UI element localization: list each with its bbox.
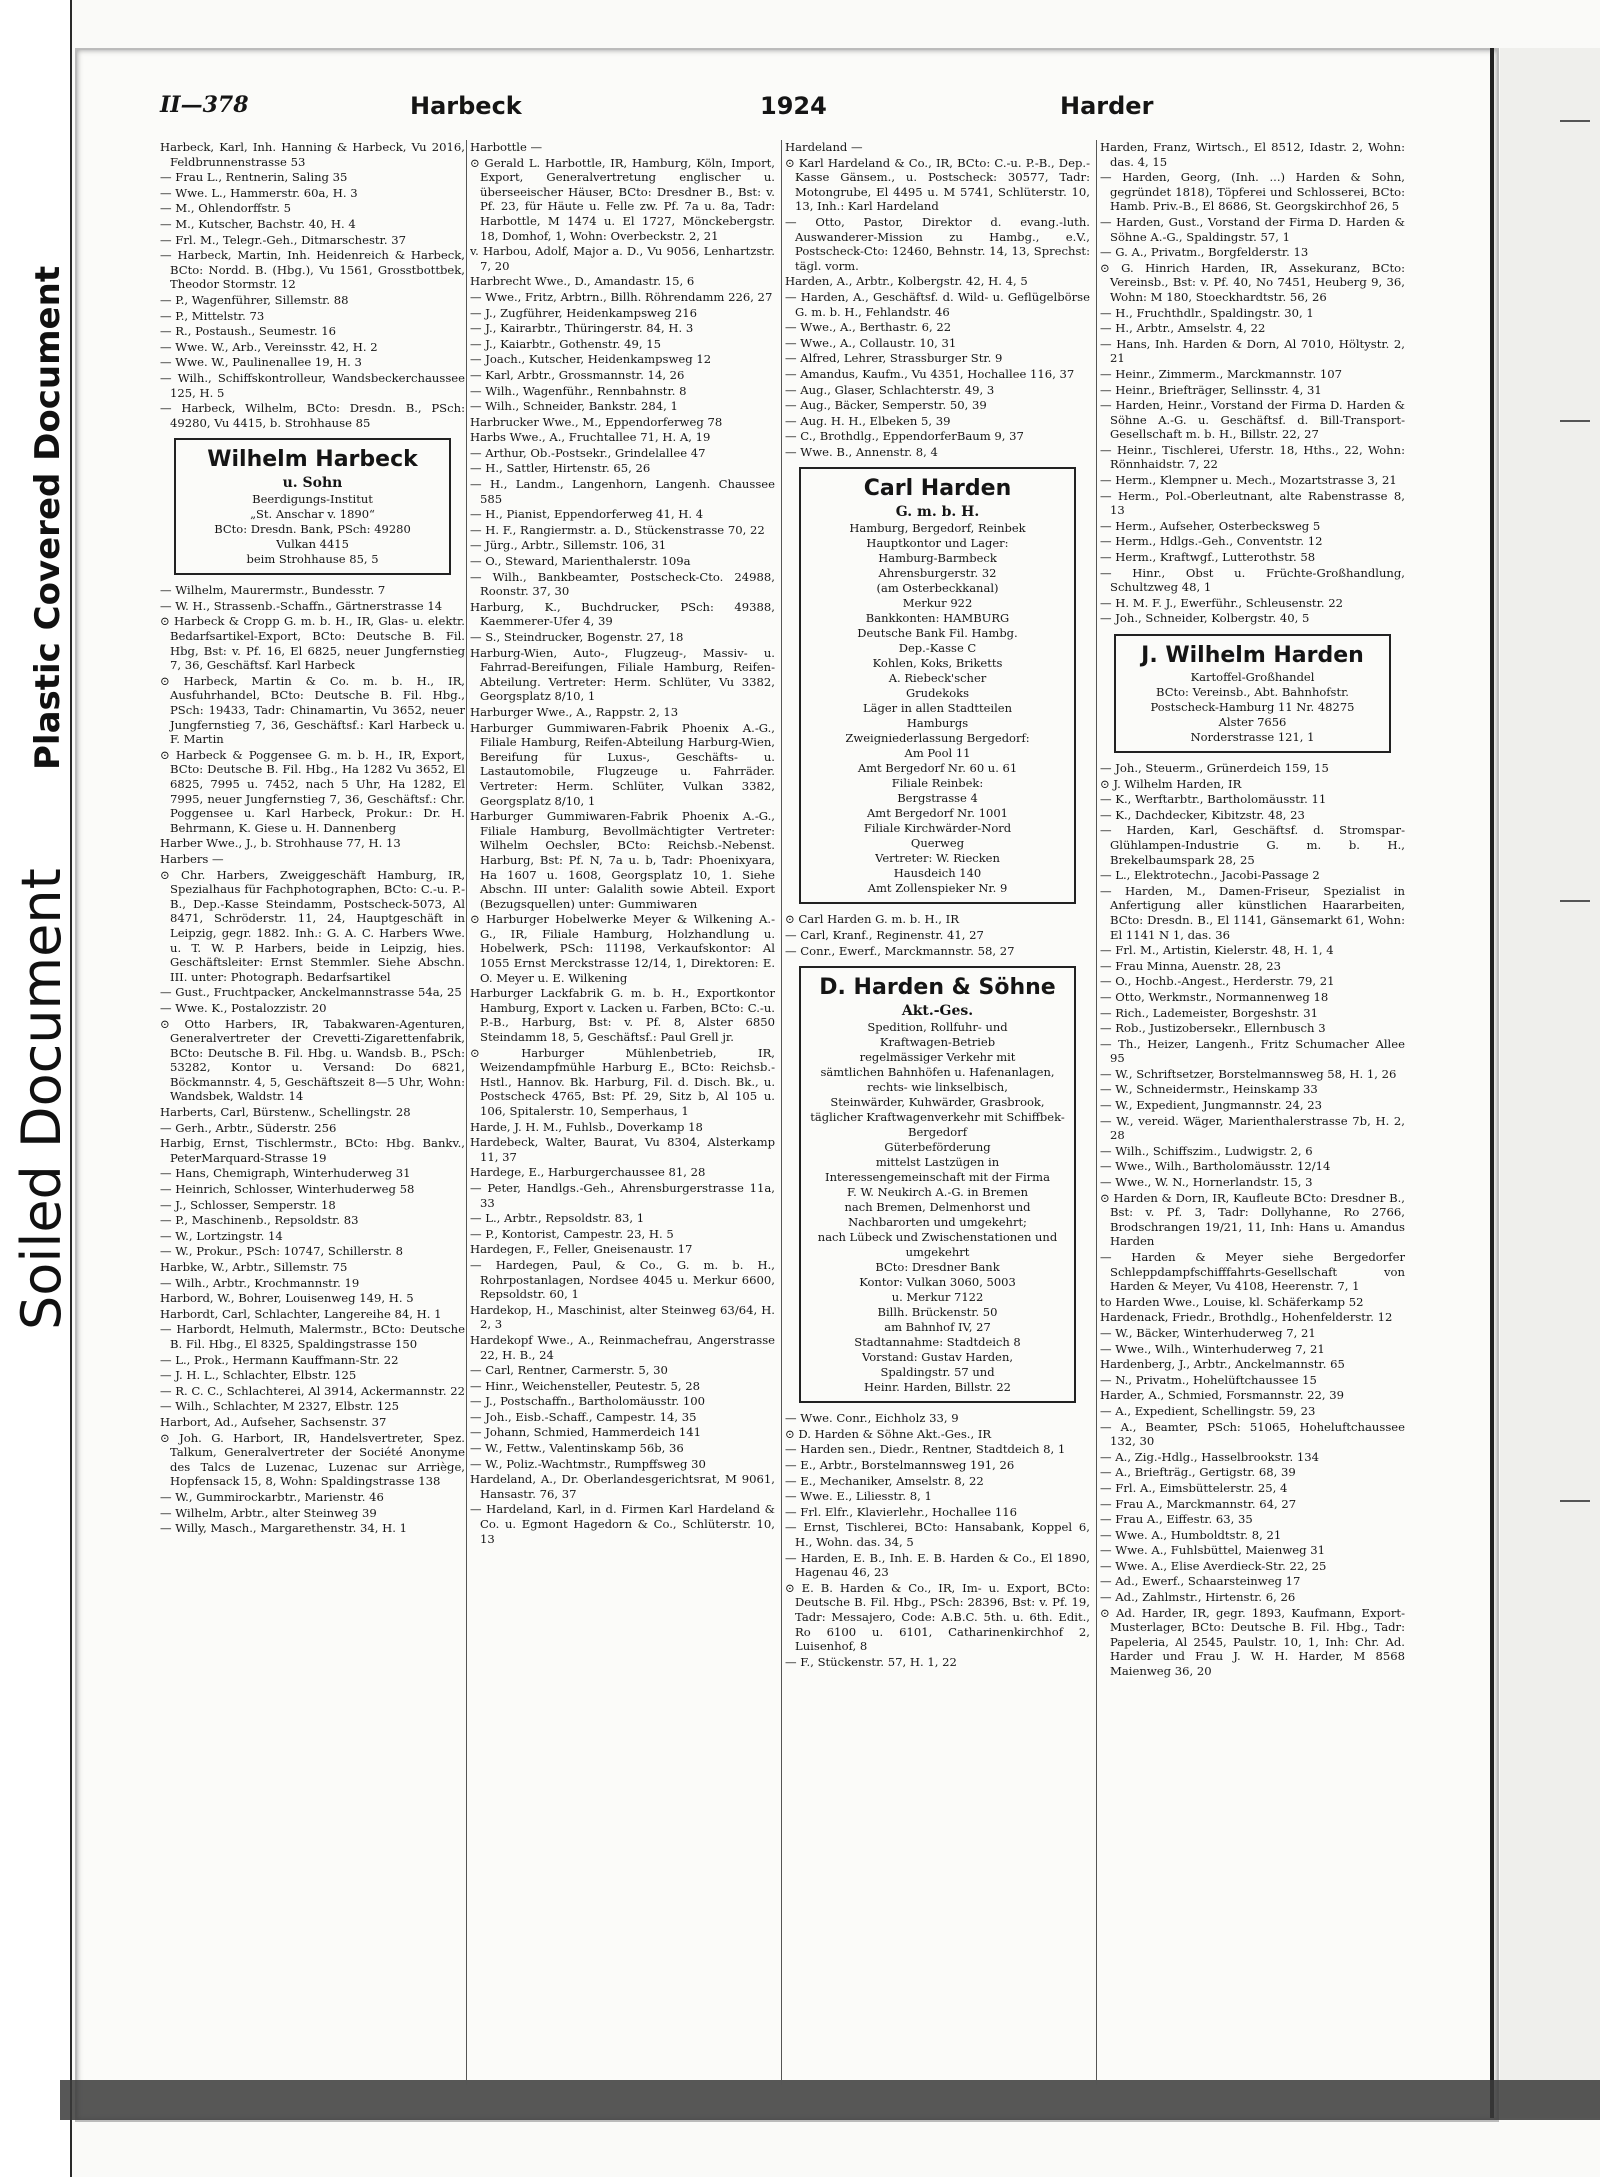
directory-entry: — Peter, Handlgs.-Geh., Ahrensburgerstrasse 11a, 33 bbox=[470, 1180, 775, 1210]
directory-entry: — L., Prok., Hermann Kauffmann-Str. 22 bbox=[160, 1352, 399, 1367]
directory-entry: Hardege, E., Harburgerchaussee 81, 28 bbox=[470, 1165, 706, 1180]
advertisement-subtitle: u. Sohn bbox=[282, 475, 343, 492]
directory-entry: — W., Lortzingstr. 14 bbox=[160, 1228, 283, 1243]
directory-entry: — A., Briefträg., Gertigstr. 68, 39 bbox=[1100, 1465, 1296, 1480]
advertisement-line: Kartoffel-Großhandel bbox=[1190, 670, 1315, 684]
adjacent-page-line bbox=[1560, 900, 1590, 902]
directory-entry: — Hardeland, Karl, in d. Firmen Karl Hardeland & Co. u. Egmont Hagedorn & Co., Schlüterstr. 10, 13 bbox=[470, 1502, 775, 1546]
advertisement-line: Hauptkontor und Lager: bbox=[866, 536, 1009, 551]
directory-entry: — Wwe. L., Hammerstr. 60a, H. 3 bbox=[160, 185, 358, 200]
directory-entry: — Carl, Rentner, Carmerstr. 5, 30 bbox=[470, 1363, 668, 1378]
directory-entry: to Harden Wwe., Louise, kl. Schäferkamp 52 bbox=[1100, 1294, 1364, 1309]
directory-entry: ⊙ Harbeck & Cropp G. m. b. H., IR, Glas- u. elektr. Bedarfsartikel-Export, BCto: Deutsche B. Fil. Hbg, Bst: v. Pf. 16, El 6825, neuer Jungfernstieg 7, 36, Geschäftsf. Karl Harbeck bbox=[160, 614, 465, 673]
directory-entry: — J., Postschaffn., Bartholomäusstr. 100 bbox=[470, 1394, 706, 1409]
directory-entry: — Gust., Fruchtpacker, Anckelmannstrasse 54a, 25 bbox=[160, 985, 462, 1000]
directory-entry: — H., Arbtr., Amselstr. 4, 22 bbox=[1100, 321, 1266, 336]
advertisement-line: Amt Zollenspieker Nr. 9 bbox=[867, 881, 1008, 896]
directory-entry: — Frl. Elfr., Klavierlehr., Hochallee 116 bbox=[785, 1504, 1017, 1519]
directory-entry: — W., Poliz.-Wachtmstr., Rumpffsweg 30 bbox=[470, 1456, 706, 1471]
directory-entry: — W., Schneidermstr., Heinskamp 33 bbox=[1100, 1082, 1318, 1097]
directory-entry: — Frau A., Marckmannstr. 64, 27 bbox=[1100, 1496, 1297, 1511]
directory-entry: Harberts, Carl, Bürstenw., Schellingstr. 28 bbox=[160, 1105, 411, 1120]
header-last-name: Harder bbox=[1060, 92, 1154, 120]
directory-entry: — Harden, Karl, Geschäftsf. d. Stromspar-Glühlampen-Industrie G. m. b. H., Brekelbaumspark 28, 25 bbox=[1100, 823, 1405, 867]
advertisement-line: Stadtannahme: Stadtdeich 8 bbox=[854, 1335, 1021, 1350]
directory-entry: Harbig, Ernst, Tischlermstr., BCto: Hbg. Bankv., PeterMarquard-Strasse 19 bbox=[160, 1136, 465, 1165]
directory-entry: — A., Expedient, Schellingstr. 59, 23 bbox=[1100, 1403, 1316, 1418]
directory-entry: — Wilh., Schiffskontrolleur, Wandsbeckerchaussee 125, H. 5 bbox=[160, 370, 465, 400]
page-edge bbox=[1490, 48, 1494, 2118]
directory-entry: ⊙ Harburger Mühlenbetrieb, IR, Weizendampfmühle Harburg E., BCto: Reichsb.-Hstl., Hannov. Bk. Harburg, Fil. d. Disch. Bk., u. Postscheck 4765, Bst: Pf. 29, Sitz b, Al 105 u. 106, Spitalerstr. 10, Semperhaus, 1 bbox=[470, 1045, 775, 1118]
directory-entry: Harbordt, Carl, Schlachter, Langereihe 84, H. 1 bbox=[160, 1306, 442, 1321]
directory-entry: ⊙ Karl Hardeland & Co., IR, BCto: C.-u. P.-B., Dep.-Kasse Gänsem., u. Postscheck: 30577, Tadr: Motongrube, El 4495 u. M 5741, Schlüterstr. 10, 13, Inh.: Karl Hardeland bbox=[785, 155, 1090, 214]
directory-entry: — Frau A., Eiffestr. 63, 35 bbox=[1100, 1512, 1253, 1527]
directory-entry: — M., Kutscher, Bachstr. 40, H. 4 bbox=[160, 216, 356, 231]
directory-entry: — Harden & Meyer siehe Bergedorfer Schleppdampfschifffahrts-Gesellschaft von Harden & Meyer, Vu 4108, Heerenstr. 7, 1 bbox=[1100, 1250, 1405, 1294]
directory-entry: — Wilh., Bankbeamter, Postscheck-Cto. 24988, Roonstr. 37, 30 bbox=[470, 569, 775, 599]
directory-entry: — Joh., Schneider, Kolbergstr. 40, 5 bbox=[1100, 611, 1310, 626]
advertisement-subtitle: Akt.-Ges. bbox=[901, 1003, 974, 1020]
advertisement-title: J. Wilhelm Harden bbox=[1141, 643, 1364, 668]
directory-entry: — W., Expedient, Jungmannstr. 24, 23 bbox=[1100, 1098, 1322, 1113]
advertisement-line: Steinwärder, Kuhwärder, Grasbrook, täglicher Kraftwagenverkehr mit Schiffbek-Bergedorf bbox=[810, 1095, 1065, 1140]
advertisement-title: Carl Harden bbox=[863, 476, 1012, 502]
directory-entry: — Wwe., A., Collaustr. 10, 31 bbox=[785, 335, 957, 350]
directory-entry: ⊙ Harbeck & Poggensee G. m. b. H., IR, Export, BCto: Deutsche B. Fil. Hbg., Ha 1282 Vu 3652, El 6825, 7995 u. 7452, nach 5 Uhr, Ha 1282, El 7995, neuer Jungfernstieg 7, 36, Geschäftsf.: Chr. Poggensee u. Karl Harbeck, Prokur.: Dr. H. Behrmann, K. Giese u. H. Dannenberg bbox=[160, 747, 465, 835]
advertisement-box bbox=[174, 438, 451, 575]
directory-entry: — Amandus, Kaufm., Vu 4351, Hochallee 116, 37 bbox=[785, 366, 1075, 381]
directory-entry: — Harden, A., Geschäftsf. d. Wild- u. Geflügelbörse G. m. b. H., Fehlandstr. 46 bbox=[785, 289, 1090, 319]
directory-entry: ⊙ Gerald L. Harbottle, IR, Hamburg, Köln, Import, Export, Generalvertretung englischer u. überseeischer Häuser, BCto: Dresdner B., Bst: v. Pf. 23, für Häute u. Felle zw. Pf. 7a u. 8a, Tadr: Harbottle, M 1474 u. El 1727, Mönckebergstr. 18, Domhof, 1, Wohn: Overbeckstr. 2, 21 bbox=[470, 155, 775, 243]
directory-entry: — Hinr., Weichensteller, Peutestr. 5, 28 bbox=[470, 1378, 700, 1393]
directory-entry: — Heinr., Briefträger, Sellinsstr. 4, 31 bbox=[1100, 382, 1322, 397]
directory-entry: — M., Ohlendorffstr. 5 bbox=[160, 201, 292, 216]
directory-entry: — P., Wagenführer, Sillemstr. 88 bbox=[160, 292, 349, 307]
advertisement-line: beim Strohhause 85, 5 bbox=[246, 552, 379, 567]
page-number: II—378 bbox=[160, 92, 249, 118]
directory-entry: — Arthur, Ob.-Postsekr., Grindelallee 47 bbox=[470, 445, 706, 460]
directory-entry: Harden, A., Arbtr., Kolbergstr. 42, H. 4, 5 bbox=[785, 274, 1028, 289]
header-first-name: Harbeck bbox=[410, 92, 522, 120]
directory-entry: — L., Elektrotechn., Jacobi-Passage 2 bbox=[1100, 868, 1320, 883]
directory-entry: — A., Zig.-Hdlg., Hasselbrookstr. 134 bbox=[1100, 1449, 1320, 1464]
advertisement-line: Amt Bergedorf Nr. 1001 bbox=[867, 806, 1008, 821]
directory-entry: — Wwe., W. N., Hornerlandstr. 15, 3 bbox=[1100, 1175, 1313, 1190]
advertisement-line: Amt Bergedorf Nr. 60 u. 61 bbox=[857, 761, 1018, 776]
advertisement-line: Vorstand: Gustav Harden, bbox=[861, 1350, 1014, 1365]
directory-entry: Harbottle — bbox=[470, 140, 543, 154]
directory-entry: — Heinr., Tischlerei, Uferstr. 18, Hths., 22, Wohn: Rönnhaidstr. 7, 22 bbox=[1100, 442, 1405, 472]
directory-entry: — Joach., Kutscher, Heidenkampsweg 12 bbox=[470, 352, 712, 367]
advertisement-line: sämtlichen Bahnhöfen u. Hafenanlagen, rechts- wie linkselbisch, bbox=[820, 1065, 1055, 1095]
advertisement-line: Norderstrasse 121, 1 bbox=[1190, 730, 1315, 744]
directory-entry: ⊙ Harden & Dorn, IR, Kaufleute BCto: Dresdner B., Bst: v. Pf. 3, Tadr: Dollyhanne, Ro 2766, Brodschrangen 19/21, 11, Inh: Hans u. Amandus Harden bbox=[1100, 1190, 1405, 1249]
directory-entry: — J., Schlosser, Semperstr. 18 bbox=[160, 1197, 336, 1212]
directory-entry: — H. F., Rangiermstr. a. D., Stückenstrasse 70, 22 bbox=[470, 522, 765, 537]
advertisement-title: Wilhelm Harbeck bbox=[207, 447, 418, 473]
directory-entry: Harbs Wwe., A., Fruchtallee 71, H. A, 19 bbox=[470, 430, 711, 445]
directory-entry: — Willy, Masch., Margarethenstr. 34, H. 1 bbox=[160, 1521, 407, 1536]
directory-entry: ⊙ G. Hinrich Harden, IR, Assekuranz, BCto: Vereinsb., Bst: v. Pf. 40, No 7451, Heuberg 9, 36, Wohn: M 180, Stoeckhardtstr. 56, 26 bbox=[1100, 260, 1405, 304]
page-header bbox=[160, 92, 1460, 124]
advertisement-line: Kraftwagen-Betrieb bbox=[879, 1035, 996, 1050]
directory-entry: — Harden, M., Damen-Friseur, Spezialist in Anfertigung aller künstlichen Haararbeiten, BCto: Dresdn. B., El 1141, Gänsemarkt 61, Wohn: El 1141 N 1, das. 36 bbox=[1100, 883, 1405, 942]
directory-entry: — Wwe., Wilh., Bartholomäusstr. 12/14 bbox=[1100, 1159, 1331, 1174]
directory-entry: — Wwe. A., Fuhlsbüttel, Maienweg 31 bbox=[1100, 1543, 1326, 1558]
directory-entry: — Otto, Pastor, Direktor d. evang.-luth. Auswanderer-Mission zu Hambg., e.V., Postscheck-Cto: 12460, Behnstr. 14, 13, Sprechst: tägl. vorm. bbox=[785, 214, 1090, 273]
advertisement-line: am Bahnhof IV, 27 bbox=[884, 1320, 991, 1335]
advertisement-line: „St. Anschar v. 1890“ bbox=[250, 507, 375, 522]
directory-entry: — Aug., Bäcker, Semperstr. 50, 39 bbox=[785, 398, 987, 413]
directory-entry: — Joh., Eisb.-Schaff., Campestr. 14, 35 bbox=[470, 1409, 697, 1424]
advertisement-line: u. Merkur 7122 bbox=[891, 1290, 984, 1305]
directory-entry: ⊙ Joh. G. Harbort, IR, Handelsvertreter, Spez. Talkum, Generalvertreter der Société Anonyme des Talcs de Luzenac, Luzenac sur Arriège, Hopfensack 15, 8, Wohn: Spaldingstrasse 138 bbox=[160, 1430, 465, 1489]
directory-entry: — H., Pianist, Eppendorferweg 41, H. 4 bbox=[470, 507, 704, 522]
directory-entry: — W., Gummirockarbtr., Marienstr. 46 bbox=[160, 1489, 384, 1504]
directory-entry: — Wwe. W., Paulinenallee 19, H. 3 bbox=[160, 355, 362, 370]
directory-entry: — Wilh., Schlachter, M 2327, Elbstr. 125 bbox=[160, 1399, 399, 1414]
advertisement-line: Postscheck-Hamburg 11 Nr. 48275 bbox=[1150, 700, 1355, 714]
directory-entry: — P., Mittelstr. 73 bbox=[160, 308, 265, 323]
directory-entry: — Ad., Zahlmstr., Hirtenstr. 6, 26 bbox=[1100, 1590, 1296, 1605]
directory-entry: — Wwe. W., Arb., Vereinsstr. 42, H. 2 bbox=[160, 339, 378, 354]
directory-entry: — R., Postaush., Seumestr. 16 bbox=[160, 324, 336, 339]
directory-entry: — W., Bäcker, Winterhuderweg 7, 21 bbox=[1100, 1325, 1316, 1340]
directory-entry: — E., Arbtr., Borstelmannsweg 191, 26 bbox=[785, 1458, 1015, 1473]
advertisement-line: Vulkan 4415 bbox=[276, 537, 349, 552]
advertisement-line: Ahrensburgerstr. 32 bbox=[878, 566, 997, 581]
adjacent-page-line bbox=[1560, 120, 1590, 122]
advertisement-line: Querweg bbox=[910, 836, 965, 851]
directory-entry: Hardebeck, Walter, Baurat, Vu 8304, Alsterkamp 11, 37 bbox=[470, 1135, 775, 1164]
advertisement-line: Kohlen, Koks, Briketts bbox=[872, 656, 1003, 671]
advertisement-line: mittelst Lastzügen in Interessengemeinschaft mit der Firma bbox=[825, 1155, 1050, 1185]
directory-entry: — Herm., Aufseher, Osterbecksweg 5 bbox=[1100, 518, 1321, 533]
column-4 bbox=[1100, 140, 1405, 2085]
directory-entry: — W. H., Strassenb.-Schaffn., Gärtnerstrasse 14 bbox=[160, 598, 443, 613]
directory-entry: ⊙ Otto Harbers, IR, Tabakwaren-Agenturen, Generalvertreter der Crevetti-Zigarettenfabrik, BCto: Deutsche B. Fil. Hbg. u. Wandsb. B., PSch: 53282, Kontor u. Versand: Do 6821, Böckmannstr. 4, 5, Geschäftszeit 8—5 Uhr, Wohn: Wandsbek, Waldstr. 14 bbox=[160, 1016, 465, 1104]
directory-entry: — E., Mechaniker, Amselstr. 8, 22 bbox=[785, 1473, 984, 1488]
directory-entry: — Harbeck, Wilhelm, BCto: Dresdn. B., PSch: 49280, Vu 4415, b. Strohhause 85 bbox=[160, 401, 465, 430]
directory-entry: — Harbordt, Helmuth, Malermstr., BCto: Deutsche B. Fil. Hbg., El 8325, Spaldingstrasse 150 bbox=[160, 1322, 465, 1351]
advertisement-line: Güterbeförderung bbox=[884, 1140, 991, 1155]
advertisement-box bbox=[799, 966, 1076, 1403]
directory-entry: ⊙ E. B. Harden & Co., IR, Im- u. Export, BCto: Deutsche B. Fil. Hbg., PSch: 28396, Bst: v. Pf. 19, Tadr: Messajero, Code: A.B.C. 5th. u. 6th. Edit., Ro 6100 u. 6101, Catharinenkirchhof 2, Luisenhof, 8 bbox=[785, 1580, 1090, 1654]
directory-entry: Hardekop, H., Maschinist, alter Steinweg 63/64, H. 2, 3 bbox=[470, 1302, 775, 1332]
column-divider bbox=[1096, 140, 1097, 2085]
advertisement-line: Merkur 922 bbox=[902, 596, 973, 611]
directory-entry: — Th., Heizer, Langenh., Fritz Schumacher Allee 95 bbox=[1100, 1036, 1405, 1066]
advertisement-line: Vertreter: W. Riecken bbox=[875, 851, 1000, 866]
directory-entry: — Frau L., Rentnerin, Saling 35 bbox=[160, 170, 348, 185]
directory-entry: — P., Maschinenb., Repsoldstr. 83 bbox=[160, 1213, 359, 1228]
advertisement-line: Beerdigungs-Institut bbox=[252, 492, 373, 507]
advertisement-line: BCto: Dresdn. Bank, PSch: 49280 bbox=[214, 522, 411, 537]
soiled-document-label: Soiled Document bbox=[10, 868, 73, 1330]
advertisement-line: Kontor: Vulkan 3060, 5003 bbox=[859, 1275, 1016, 1290]
directory-entry: — W., vereid. Wäger, Marienthalerstrasse 7b, H. 2, 28 bbox=[1100, 1113, 1405, 1143]
directory-entry: — Wilh., Arbtr., Krochmannstr. 19 bbox=[160, 1275, 360, 1290]
header-year: 1924 bbox=[760, 92, 827, 120]
advertisement-line: Hausdeich 140 bbox=[893, 866, 982, 881]
advertisement-line: Dep.-Kasse C bbox=[898, 641, 977, 656]
advertisement-line: (am Osterbeckkanal) bbox=[876, 581, 999, 596]
advertisement-line: Zweigniederlassung Bergedorf: bbox=[845, 731, 1030, 746]
directory-entry: — Johann, Schmied, Hammerdeich 141 bbox=[470, 1425, 702, 1440]
directory-entry: — A., Beamter, PSch: 51065, Hoheluftchaussee 132, 30 bbox=[1100, 1419, 1405, 1449]
directory-entry: — Herm., Kraftwgf., Lutterothstr. 58 bbox=[1100, 550, 1316, 565]
directory-entry: — F., Stückenstr. 57, H. 1, 22 bbox=[785, 1654, 957, 1669]
directory-entry: — Frl. A., Eimsbüttelerstr. 25, 4 bbox=[1100, 1480, 1288, 1495]
advertisement-line: regelmässiger Verkehr mit bbox=[859, 1050, 1016, 1065]
directory-entry: — Harden sen., Diedr., Rentner, Stadtdeich 8, 1 bbox=[785, 1442, 1066, 1457]
advertisement-line: nach Bremen, Delmenhorst und bbox=[844, 1200, 1031, 1215]
directory-entry: — O., Hochb.-Angest., Herderstr. 79, 21 bbox=[1100, 974, 1335, 989]
directory-entry: Harburg-Wien, Auto-, Flugzeug-, Massiv- u. Fahrrad-Bereifungen, Filiale Hamburg, Reifen-Abteilung. Vertreter: Herm. Schlüter, Vu 3382, Georgsplatz 8/10, 1 bbox=[470, 645, 775, 704]
advertisement-box bbox=[1114, 634, 1391, 753]
advertisement-line: BCto: Dresdner Bank bbox=[875, 1260, 1000, 1275]
directory-entry: — Heinrich, Schlosser, Winterhuderweg 58 bbox=[160, 1182, 415, 1197]
advertisement-line: Hamburg-Barmbeck bbox=[878, 551, 997, 566]
directory-entry: — H., Landm., Langenhorn, Langenh. Chaussee 585 bbox=[470, 477, 775, 506]
directory-entry: — Wwe. K., Postalozzistr. 20 bbox=[160, 1000, 327, 1015]
directory-entry: — Carl, Kranf., Reginenstr. 41, 27 bbox=[785, 928, 984, 943]
advertisement-line: A. Riebeck'scher bbox=[888, 671, 987, 686]
directory-entry: — Alfred, Lehrer, Strassburger Str. 9 bbox=[785, 351, 1003, 366]
directory-entry: ⊙ J. Wilhelm Harden, IR bbox=[1100, 776, 1242, 791]
directory-entry: Harber Wwe., J., b. Strohhause 77, H. 13 bbox=[160, 836, 401, 851]
directory-entry: — Jürg., Arbtr., Sillemstr. 106, 31 bbox=[470, 538, 667, 553]
advertisement-line: Nachbarorten und umgekehrt; bbox=[848, 1215, 1027, 1230]
directory-entry: — Wwe., Wilh., Winterhuderweg 7, 21 bbox=[1100, 1341, 1325, 1356]
directory-entry: Hardeland, A., Dr. Oberlandesgerichtsrat, M 9061, Hansastr. 76, 37 bbox=[470, 1472, 775, 1501]
directory-entry: ⊙ D. Harden & Söhne Akt.-Ges., IR bbox=[785, 1426, 992, 1441]
directory-entry: Harbers — bbox=[160, 851, 224, 866]
advertisement-line: Heinr. Harden, Billstr. 22 bbox=[864, 1380, 1011, 1395]
scanner-shadow bbox=[60, 2080, 1600, 2120]
advertisement-line: Hamburg, Bergedorf, Reinbek bbox=[849, 521, 1026, 536]
directory-entry: Hardenack, Friedr., Brothdlg., Hohenfelderstr. 12 bbox=[1100, 1310, 1393, 1325]
directory-entry: — Harden, E. B., Inh. E. B. Harden & Co., El 1890, Hagenau 46, 23 bbox=[785, 1550, 1090, 1580]
advertisement-box bbox=[799, 467, 1076, 904]
directory-entry: — Harden, Gust., Vorstand der Firma D. Harden & Söhne A.-G., Spaldingstr. 57, 1 bbox=[1100, 214, 1405, 244]
column-2 bbox=[470, 140, 775, 2085]
directory-entry: — G. A., Privatm., Borgfelderstr. 13 bbox=[1100, 245, 1309, 260]
advertisement-line: Am Pool 11 bbox=[904, 746, 971, 761]
advertisement-line: Spaldingstr. 57 und bbox=[880, 1365, 995, 1380]
directory-entry: Hardeland — bbox=[785, 140, 863, 154]
adjacent-page-line bbox=[1560, 1500, 1590, 1502]
directory-entry: — Ernst, Tischlerei, BCto: Hansabank, Koppel 6, H., Wohn. das. 34, 5 bbox=[785, 1520, 1090, 1549]
directory-entry: Harbrucker Wwe., M., Eppendorferweg 78 bbox=[470, 414, 723, 429]
directory-entry: — H. M. F. J., Ewerführ., Schleusenstr. 22 bbox=[1100, 595, 1343, 610]
directory-entry: — Herm., Klempner u. Mech., Mozartstrasse 3, 21 bbox=[1100, 473, 1397, 488]
directory-entry: — Wilh., Wagenführ., Rennbahnstr. 8 bbox=[470, 383, 687, 398]
directory-entry: Harbord, W., Bohrer, Louisenweg 149, H. 5 bbox=[160, 1291, 414, 1306]
directory-entry: — S., Steindrucker, Bogenstr. 27, 18 bbox=[470, 630, 684, 644]
directory-entry: — Conr., Ewerf., Marckmannstr. 58, 27 bbox=[785, 943, 1015, 958]
directory-entry: — Wwe. B., Annenstr. 8, 4 bbox=[785, 444, 938, 459]
advertisement-line: Spedition, Rollfuhr- und bbox=[867, 1020, 1008, 1035]
advertisement-line: Alster 7656 bbox=[1218, 715, 1287, 729]
directory-entry: — C., Brothdlg., EppendorferBaum 9, 37 bbox=[785, 429, 1024, 444]
directory-entry: ⊙ Chr. Harbers, Zweiggeschäft Hamburg, IR, Spezialhaus für Fachphotographen, BCto: C.-u. P.-B., Dep.-Kasse Steindamm, Postscheck-5073, Al 8471, Schröderstr. 11, 24, Hauptgeschäft in Leipzig, gegr. 1882. Inh.: G. A. C. Harbers Wwe. u. T. W. P. Harbers, beide in Leipzig, hies. Geschäftsleiter: Ernst Stemmler. Siehe Abschn. III. unter: Photograph. Bedarfsartikel bbox=[160, 867, 465, 984]
column-1 bbox=[160, 140, 465, 2085]
directory-entry: — Joh., Steuerm., Grünerdeich 159, 15 bbox=[1100, 761, 1329, 775]
directory-entry: — J., Zugführer, Heidenkampsweg 216 bbox=[470, 305, 698, 320]
advertisement-line: Grudekoks bbox=[905, 686, 970, 701]
directory-entry: — Hans, Chemigraph, Winterhuderweg 31 bbox=[160, 1166, 411, 1181]
directory-entry: — K., Dachdecker, Kibitzstr. 48, 23 bbox=[1100, 807, 1305, 822]
directory-entry: — Herm., Pol.-Oberleutnant, alte Rabenstrasse 8, 13 bbox=[1100, 488, 1405, 518]
advertisement-line: F. W. Neukirch A.-G. in Bremen bbox=[846, 1185, 1029, 1200]
directory-entry: v. Harbou, Adolf, Major a. D., Vu 9056, Lenhartzstr. 7, 20 bbox=[470, 244, 775, 273]
directory-entry: — K., Werftarbtr., Bartholomäusstr. 11 bbox=[1100, 792, 1327, 807]
directory-entry: — Wwe. Conr., Eichholz 33, 9 bbox=[785, 1411, 959, 1426]
directory-entry: — Aug., Glaser, Schlachterstr. 49, 3 bbox=[785, 382, 995, 397]
directory-entry: — Karl, Arbtr., Grossmannstr. 14, 26 bbox=[470, 367, 685, 382]
directory-entry: Harden, Franz, Wirtsch., El 8512, Idastr. 2, Wohn: das. 4, 15 bbox=[1100, 140, 1405, 169]
directory-entry: — Wwe. E., Liliesstr. 8, 1 bbox=[785, 1489, 932, 1504]
directory-entry: — P., Kontorist, Campestr. 23, H. 5 bbox=[470, 1226, 674, 1241]
directory-entry: — Wwe., Fritz, Arbtrn., Billh. Röhrendamm 226, 27 bbox=[470, 289, 773, 304]
plastic-covered-label: Plastic Covered Document bbox=[28, 265, 68, 770]
directory-entry: — J. H. L., Schlachter, Elbstr. 125 bbox=[160, 1368, 357, 1383]
directory-entry: — W., Prokur., PSch: 10747, Schillerstr. 8 bbox=[160, 1244, 403, 1259]
directory-entry: — Aug. H. H., Elbeken 5, 39 bbox=[785, 413, 951, 428]
directory-entry: Hardenberg, J., Arbtr., Anckelmannstr. 65 bbox=[1100, 1357, 1345, 1372]
column-3 bbox=[785, 140, 1090, 2085]
advertisement-title: D. Harden & Söhne bbox=[819, 975, 1056, 1001]
advertisement-line: nach Lübeck und Zwischenstationen und umgekehrt bbox=[817, 1230, 1058, 1260]
directory-entry: — Wilh., Schiffszim., Ludwigstr. 2, 6 bbox=[1100, 1143, 1313, 1158]
directory-entry: — Harden, Georg, (Inh. ...) Harden & Sohn, gegründet 1818), Töpferei und Schlosserei, BCto: Hamb. Priv.-B., El 8686, St. Georgskirchhof 26, 5 bbox=[1100, 170, 1405, 214]
directory-entry: Harburg, K., Buchdrucker, PSch: 49388, Kaemmerer-Ufer 4, 39 bbox=[470, 599, 775, 629]
advertisement-line: Billh. Brückenstr. 50 bbox=[877, 1305, 998, 1320]
directory-entry: — Heinr., Zimmerm., Marckmannstr. 107 bbox=[1100, 366, 1343, 381]
directory-entry: Harde, J. H. M., Fuhlsb., Doverkamp 18 bbox=[470, 1119, 703, 1134]
directory-entry: — Harbeck, Martin, Inh. Heidenreich & Harbeck, BCto: Nordd. B. (Hbg.), Vu 1561, Grosstbottbek, Theodor Stormstr. 12 bbox=[160, 248, 465, 292]
directory-entry: — Rob., Justizobersekr., Ellernbusch 3 bbox=[1100, 1021, 1326, 1036]
directory-entry: ⊙ Harbeck, Martin & Co. m. b. H., IR, Ausfuhrhandel, BCto: Deutsche B. Fil. Hbg., PSch: 19433, Tadr: Chinamartin, Vu 3652, neuer Jungfernstieg 7, 36, Geschäftsf.: Karl Harbeck u. F. Martin bbox=[160, 673, 465, 747]
directory-entry: — Frau Minna, Auenstr. 28, 23 bbox=[1100, 958, 1282, 973]
directory-entry: Hardekopf Wwe., A., Reinmachefrau, Angerstrasse 22, H. B., 24 bbox=[470, 1332, 775, 1362]
directory-entry: — Wilh., Schneider, Bankstr. 284, 1 bbox=[470, 399, 678, 414]
directory-entry: — O., Steward, Marienthalerstr. 109a bbox=[470, 554, 691, 569]
directory-entry: Hardegen, F., Feller, Gneisenaustr. 17 bbox=[470, 1242, 693, 1257]
directory-entry: ⊙ Harburger Hobelwerke Meyer & Wilkening A.-G., IR, Filiale Hamburg, Holzhandlung u. Hobelwerk, PSch: 11198, Verkaufskontor: Al 1055 Ernst Merckstrasse 12/14, 1, Direktoren: E. O. Meyer u. E. Wilkening bbox=[470, 912, 775, 985]
column-divider bbox=[781, 140, 782, 2085]
adjacent-page-line bbox=[1560, 420, 1590, 422]
advertisement-line: Bergstrasse 4 bbox=[897, 791, 978, 806]
directory-entry: — Hardegen, Paul, & Co., G. m. b. H., Rohrpostanlagen, Nordsee 4045 u. Merkur 6600, Repsoldstr. 60, 1 bbox=[470, 1257, 775, 1302]
directory-entry: — R. C. C., Schlachterei, Al 3914, Ackermannstr. 22 bbox=[160, 1383, 465, 1398]
advertisement-line: Hamburgs bbox=[906, 716, 969, 731]
directory-entry: — Wilhelm, Arbtr., alter Steinweg 39 bbox=[160, 1505, 377, 1520]
directory-entry: — Wwe. A., Humboldtstr. 8, 21 bbox=[1100, 1527, 1282, 1542]
directory-entry: — Wilhelm, Maurermstr., Bundesstr. 7 bbox=[160, 583, 386, 598]
directory-entry: Harbke, W., Arbtr., Sillemstr. 75 bbox=[160, 1260, 348, 1274]
advertisement-subtitle: G. m. b. H. bbox=[895, 504, 980, 521]
directory-entry: — H., Fruchthdlr., Spaldingstr. 30, 1 bbox=[1100, 305, 1314, 320]
directory-entry: — Wwe., A., Berthastr. 6, 22 bbox=[785, 320, 952, 335]
directory-entry: — Frl. M., Telegr.-Geh., Ditmarschestr. 37 bbox=[160, 232, 406, 247]
directory-entry: Harder, A., Schmied, Forsmannstr. 22, 39 bbox=[1100, 1388, 1345, 1403]
advertisement-line: Filiale Reinbek: bbox=[891, 776, 984, 791]
directory-entry: — Hinr., Obst u. Früchte-Großhandlung, Schultzweg 48, 1 bbox=[1100, 565, 1405, 595]
directory-entry: Harburger Gummiwaren-Fabrik Phoenix A.-G., Filiale Hamburg, Reifen-Abteilung Harburg-Wien, Bereifung für Luxus-, Geschäfts- u. Lastautomobile, Flugzeuge u. Fahrräder. Vertreter: Herm. Schlüter, Vulkan 3382, Georgsplatz 8/10, 1 bbox=[470, 720, 775, 808]
directory-entry: — Herm., Hdlgs.-Geh., Conventstr. 12 bbox=[1100, 534, 1323, 549]
directory-entry: — W., Fettw., Valentinskamp 56b, 36 bbox=[470, 1441, 684, 1456]
directory-entry: — L., Arbtr., Repsoldstr. 83, 1 bbox=[470, 1211, 645, 1226]
directory-entry: — J., Kaiarbtr., Gothenstr. 49, 15 bbox=[470, 336, 662, 351]
directory-entry: — Wwe. A., Elise Averdieck-Str. 22, 25 bbox=[1100, 1558, 1327, 1573]
advertisement-line: Läger in allen Stadtteilen bbox=[863, 701, 1012, 716]
directory-entry: — Hans, Inh. Harden & Dorn, Al 7010, Höltystr. 2, 21 bbox=[1100, 336, 1405, 366]
directory-entry: Harburger Gummiwaren-Fabrik Phoenix A.-G., Filiale Hamburg, Bevollmächtigter Vertreter: Wilhelm Oechsler, BCto: Reichsb.-Nebenst. Harburg, Bst: Pf. N, 7a u. b, Tadr: Phoenixyara, Ha 1607 u. 1608, Georgsplatz 10, 1. Siehe Abschn. III unter: Galalith sowie Abteil. Export (Bezugsquellen) unter: Gummiwaren bbox=[470, 809, 775, 911]
directory-entry: — H., Sattler, Hirtenstr. 65, 26 bbox=[470, 461, 651, 476]
directory-entry: Harbeck, Karl, Inh. Hanning & Harbeck, Vu 2016, Feldbrunnenstrasse 53 bbox=[160, 140, 465, 169]
column-divider bbox=[466, 140, 467, 2085]
directory-entry: — Otto, Werkmstr., Normannenweg 18 bbox=[1100, 989, 1329, 1004]
directory-entry: — J., Kairarbtr., Thüringerstr. 84, H. 3 bbox=[470, 321, 694, 336]
directory-entry: — Harden, Heinr., Vorstand der Firma D. Harden & Söhne A.-G. u. Geschäftsf. d. Bill-Transport-Gesellschaft m. b. H., Billstr. 22, 27 bbox=[1100, 398, 1405, 442]
directory-entry: Harburger Wwe., A., Rappstr. 2, 13 bbox=[470, 704, 679, 719]
advertisement-line: Bankkonten: HAMBURG bbox=[865, 611, 1010, 626]
directory-entry: ⊙ Carl Harden G. m. b. H., IR bbox=[785, 912, 959, 927]
directory-entry: Harburger Lackfabrik G. m. b. H., Exportkontor Hamburg, Export v. Lacken u. Farben, BCto: C.-u. P.-B., Harburg, Bst: v. Pf. 8, Alster 6850 Steindamm 18, 5, Geschäftsf.: Paul Grell jr. bbox=[470, 986, 775, 1045]
advertisement-line: Deutsche Bank Fil. Hambg. bbox=[857, 626, 1018, 641]
directory-entry: — Gerh., Arbtr., Süderstr. 256 bbox=[160, 1120, 337, 1135]
directory-entry: Harbort, Ad., Aufseher, Sachsenstr. 37 bbox=[160, 1414, 387, 1429]
directory-entry: ⊙ Ad. Harder, IR, gegr. 1893, Kaufmann, Export-Musterlager, BCto: Deutsche B. Fil. Hbg., Tadr: Papeleria, Al 2545, Paulstr. 10, 1, Inh: Chr. Ad. Harder und Frau J. W. H. Harder, M 8568 Maienweg 36, 20 bbox=[1100, 1605, 1405, 1679]
directory-entry: — Ad., Ewerf., Schaarsteinweg 17 bbox=[1100, 1574, 1301, 1589]
advertisement-line: Filiale Kirchwärder-Nord bbox=[863, 821, 1012, 836]
directory-entry: — Rich., Lademeister, Borgeshstr. 31 bbox=[1100, 1005, 1319, 1020]
adjacent-page bbox=[1500, 48, 1600, 2118]
directory-entry: — N., Privatm., Hohelüftchaussee 15 bbox=[1100, 1372, 1317, 1387]
directory-entry: — W., Schriftsetzer, Borstelmannsweg 58, H. 1, 26 bbox=[1100, 1066, 1397, 1081]
directory-entry: Harbrecht Wwe., D., Amandastr. 15, 6 bbox=[470, 274, 695, 289]
directory-entry: — Frl. M., Artistin, Kielerstr. 48, H. 1, 4 bbox=[1100, 943, 1334, 958]
advertisement-line: BCto: Vereinsb., Abt. Bahnhofstr. bbox=[1156, 685, 1349, 699]
